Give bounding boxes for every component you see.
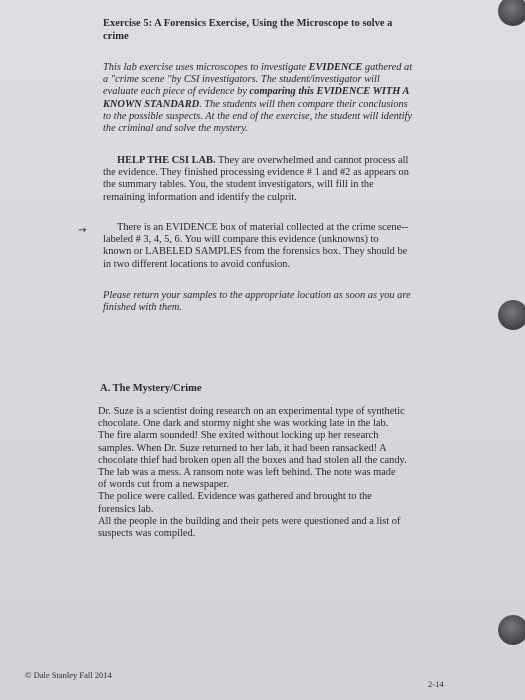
exercise-title — [103, 17, 443, 43]
title-line: Exercise 5: A Forensics Exercise, Using the Microscope to solve a — [103, 18, 393, 29]
punch-hole — [498, 300, 525, 330]
punch-hole — [498, 615, 525, 645]
intro-paragraph: This lab exercise uses microscopes to investigate EVIDENCE gathered at a "crime scene "by CSI investigators. The student/investigator will evaluate each piece of evidence by comparing this EVIDENCE WITH A KNOWN STANDARD. The students will then compare their conclusions to the possible suspects. At the end of the exercise, the student will identify the criminal and solve the mystery. — [103, 62, 413, 135]
return-note: Please return your samples to the appropriate location as soon as you are finished with them. — [103, 290, 411, 314]
section-heading: A. The Mystery/Crime — [100, 383, 202, 394]
copyright-footer: © Dale Stanley Fall 2014 — [25, 670, 112, 680]
story-paragraph: Dr. Suze is a scientist doing research on an experimental type of synthetic chocolate. One dark and stormy night she was working late in the lab. The fire alarm sounded! She exited without locking up her research samples. When Dr. Suze returned to her lab, it had been ransacked! A chocolate thief had broken open all the boxes and had stolen all the candy. The lab was a mess. A ransom note was left behind. The note was made of words cut from a newspaper. The police were called. Evidence was gathered and brought to the forensics lab. All the people in the building and their pets were questioned and a list of suspects was compiled. — [98, 406, 407, 540]
arrow-icon: → — [78, 225, 87, 236]
title-line: crime — [103, 31, 129, 42]
help-paragraph: HELP THE CSI LAB. They are overwhelmed and cannot process all the evidence. They finished processing evidence # 1 and #2 as appears on the summary tables. You, the student investigators, will fill in the remaining information and identify the culprit. — [103, 155, 409, 203]
page-number: 2-14 — [428, 679, 444, 689]
evidence-paragraph: There is an EVIDENCE box of material collected at the crime scene-- labeled # 3, 4, 5, 6. You will compare this evidence (unknowns) to known or LABELED SAMPLES from the forensics box. They should be in two different locations to avoid confusion. — [103, 222, 409, 270]
punch-hole — [498, 0, 525, 26]
